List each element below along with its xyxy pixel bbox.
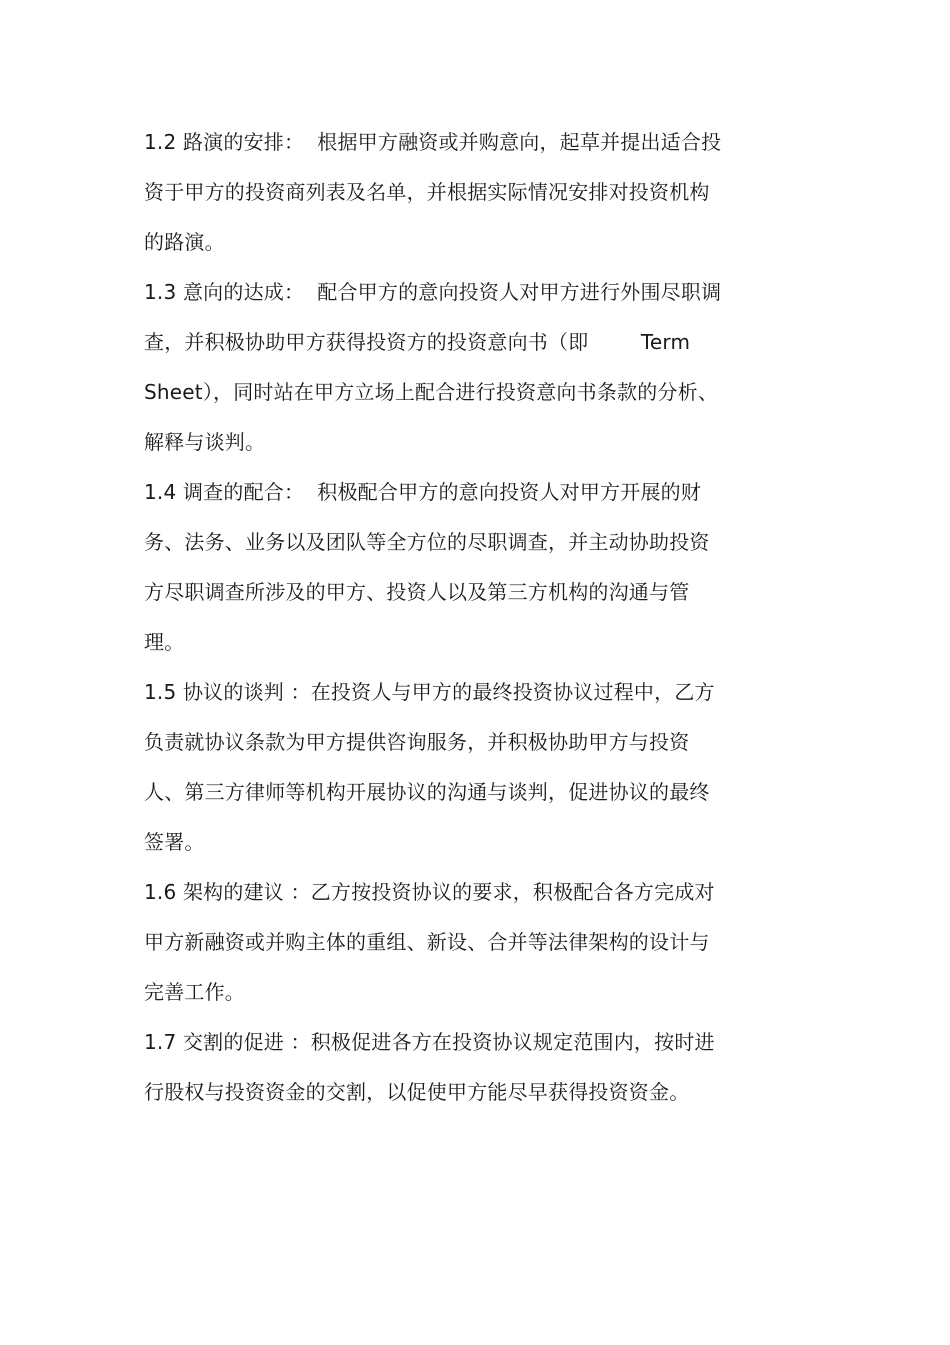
text-line: 的路演。 — [144, 230, 225, 254]
text-line: 务、法务、业务以及团队等全方位的尽职调查，并主动协助投资 — [144, 530, 710, 554]
text-line: 负责就协议条款为甲方提供咨询服务，并积极协助甲方与投资 — [144, 730, 690, 754]
text-line: 完善工作。 — [144, 980, 245, 1004]
text-line: 1.6 架构的建议 ：乙方按投资协议的要求，积极配合各方完成对 — [144, 880, 715, 904]
text-line: 人、第三方律师等机构开展协议的沟通与谈判，促进协议的最终 — [144, 780, 710, 804]
text-line: 理。 — [144, 630, 185, 654]
text-line: 资于甲方的投资商列表及名单，并根据实际情况安排对投资机构 — [144, 180, 710, 204]
text-line: 解释与谈判。 — [144, 430, 266, 454]
text-line: 1.4 调查的配合： 积极配合甲方的意向投资人对甲方开展的财 — [144, 480, 702, 504]
text-line: 甲方新融资或并购主体的重组、新设、合并等法律架构的设计与 — [144, 930, 710, 954]
text-line: 1.3 意向的达成： 配合甲方的意向投资人对甲方进行外围尽职调 — [144, 280, 722, 304]
text-line: 方尽职调查所涉及的甲方、投资人以及第三方机构的沟通与管 — [144, 580, 690, 604]
text-line: Sheet），同时站在甲方立场上配合进行投资意向书条款的分析、 — [144, 380, 719, 404]
text-line: 行股权与投资资金的交割，以促使甲方能尽早获得投资资金。 — [144, 1080, 690, 1104]
text-line: 1.5 协议的谈判 ：在投资人与甲方的最终投资协议过程中，乙方 — [144, 680, 715, 704]
text-line: 签署。 — [144, 830, 205, 854]
text-line: 1.7 交割的促进 ：积极促进各方在投资协议规定范围内，按时进 — [144, 1030, 715, 1054]
text-line: 1.2 路演的安排： 根据甲方融资或并购意向，起草并提出适合投 — [144, 130, 722, 154]
text-line: 查，并积极协助甲方获得投资方的投资意向书（即 Term — [144, 330, 691, 354]
